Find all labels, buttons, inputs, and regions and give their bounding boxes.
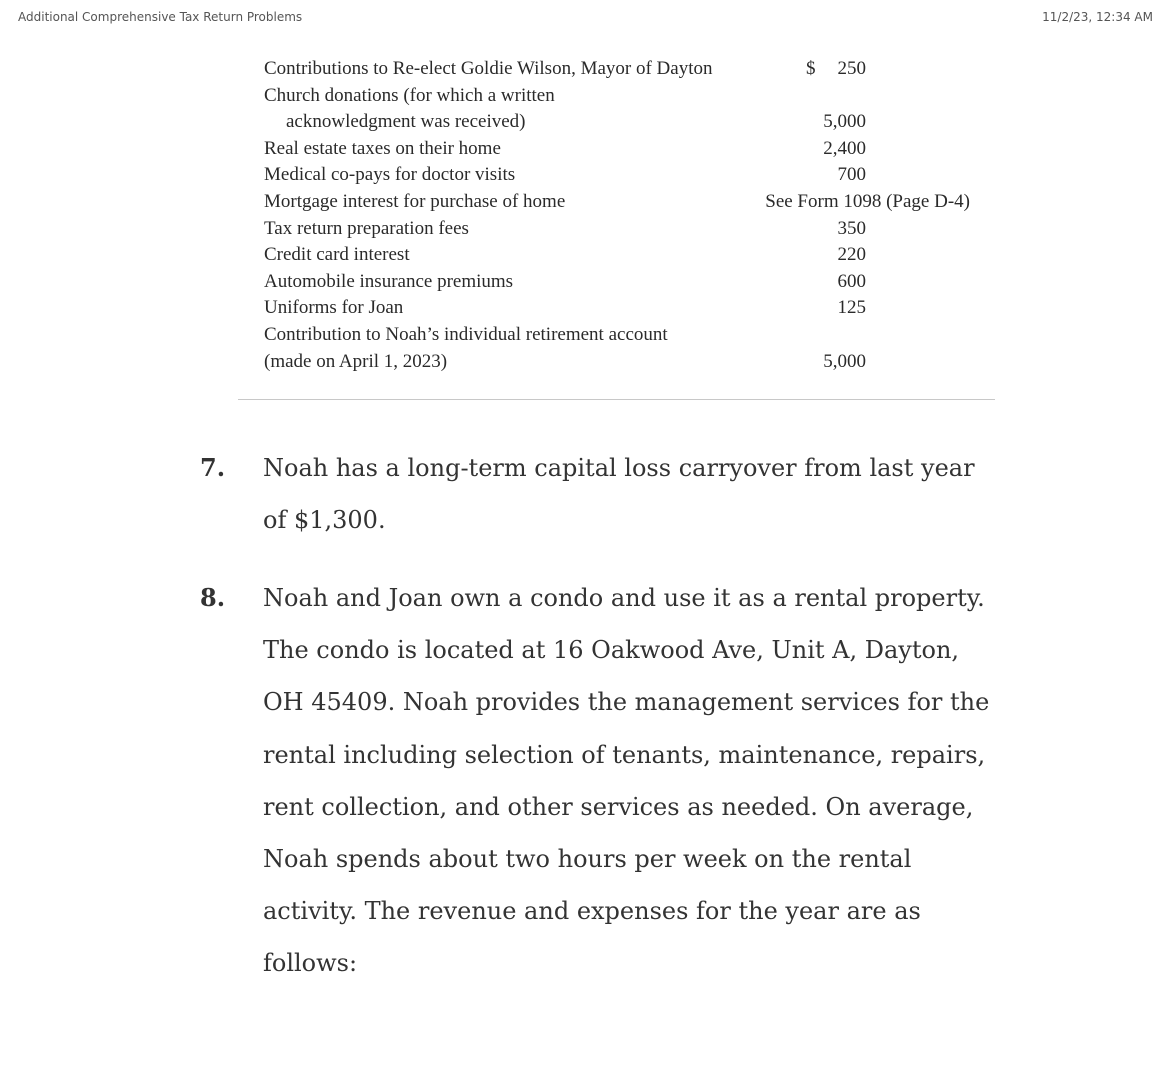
row-amount: 2,400 bbox=[823, 137, 866, 159]
row-amount: 700 bbox=[837, 164, 866, 186]
table-row bbox=[264, 242, 984, 269]
row-label: (made on April 1, 2023) bbox=[264, 350, 448, 372]
row-label: Mortgage interest for purchase of home bbox=[264, 190, 566, 212]
deductions-table bbox=[264, 56, 984, 375]
row-label: Church donations (for which a written bbox=[264, 84, 555, 106]
row-label: Uniforms for Joan bbox=[264, 297, 404, 319]
row-amount: 5,000 bbox=[823, 111, 866, 133]
document-title: Additional Comprehensive Tax Return Problems bbox=[18, 10, 303, 24]
item-number: 8. bbox=[200, 583, 226, 612]
table-row bbox=[264, 162, 984, 189]
row-label: Contributions to Re-elect Goldie Wilson, Mayor of Dayton bbox=[264, 58, 713, 79]
table-row bbox=[264, 109, 984, 136]
row-label: Automobile insurance premiums bbox=[264, 270, 514, 292]
print-timestamp: 11/2/23, 12:34 AM bbox=[1042, 10, 1153, 24]
row-amount: 600 bbox=[837, 270, 866, 292]
row-amount: 250 bbox=[837, 58, 866, 79]
row-amount: 350 bbox=[837, 217, 866, 239]
table-row bbox=[264, 269, 984, 296]
table-row bbox=[264, 83, 984, 110]
row-label: Medical co-pays for doctor visits bbox=[264, 164, 516, 186]
row-amount: 220 bbox=[837, 244, 866, 266]
table-row bbox=[264, 136, 984, 163]
row-label: acknowledgment was received) bbox=[286, 111, 526, 133]
row-amount: 125 bbox=[837, 297, 866, 319]
currency-symbol: $ bbox=[806, 58, 816, 79]
table-row bbox=[264, 189, 984, 216]
table-row bbox=[264, 216, 984, 243]
table-row bbox=[264, 322, 984, 349]
item-text: Noah and Joan own a condo and use it as a rental property. The condo is located at 16 Oakwood Ave, Unit A, Dayton, OH 45409. Noah provides the management services for the rental including selection of tenants, maintenance, repairs, rent collection, and other services as needed. On average, Noah spends about two hours per week on the rental activity. The revenue and expenses for the year are as follows: bbox=[263, 584, 990, 978]
table-row bbox=[264, 349, 984, 376]
section-divider bbox=[238, 399, 995, 400]
item-text: Noah has a long-term capital loss carryover from last year of $1,300. bbox=[263, 454, 975, 535]
row-label: Real estate taxes on their home bbox=[264, 137, 501, 159]
item-number: 7. bbox=[200, 453, 226, 482]
row-amount: See Form 1098 (Page D-4) bbox=[765, 190, 970, 212]
table-row bbox=[264, 295, 984, 322]
row-label: Credit card interest bbox=[264, 244, 410, 266]
row-label: Tax return preparation fees bbox=[264, 217, 469, 239]
row-amount: 5,000 bbox=[823, 350, 866, 372]
row-label: Contribution to Noah’s individual retirement account bbox=[264, 323, 668, 345]
table-row bbox=[264, 56, 984, 83]
